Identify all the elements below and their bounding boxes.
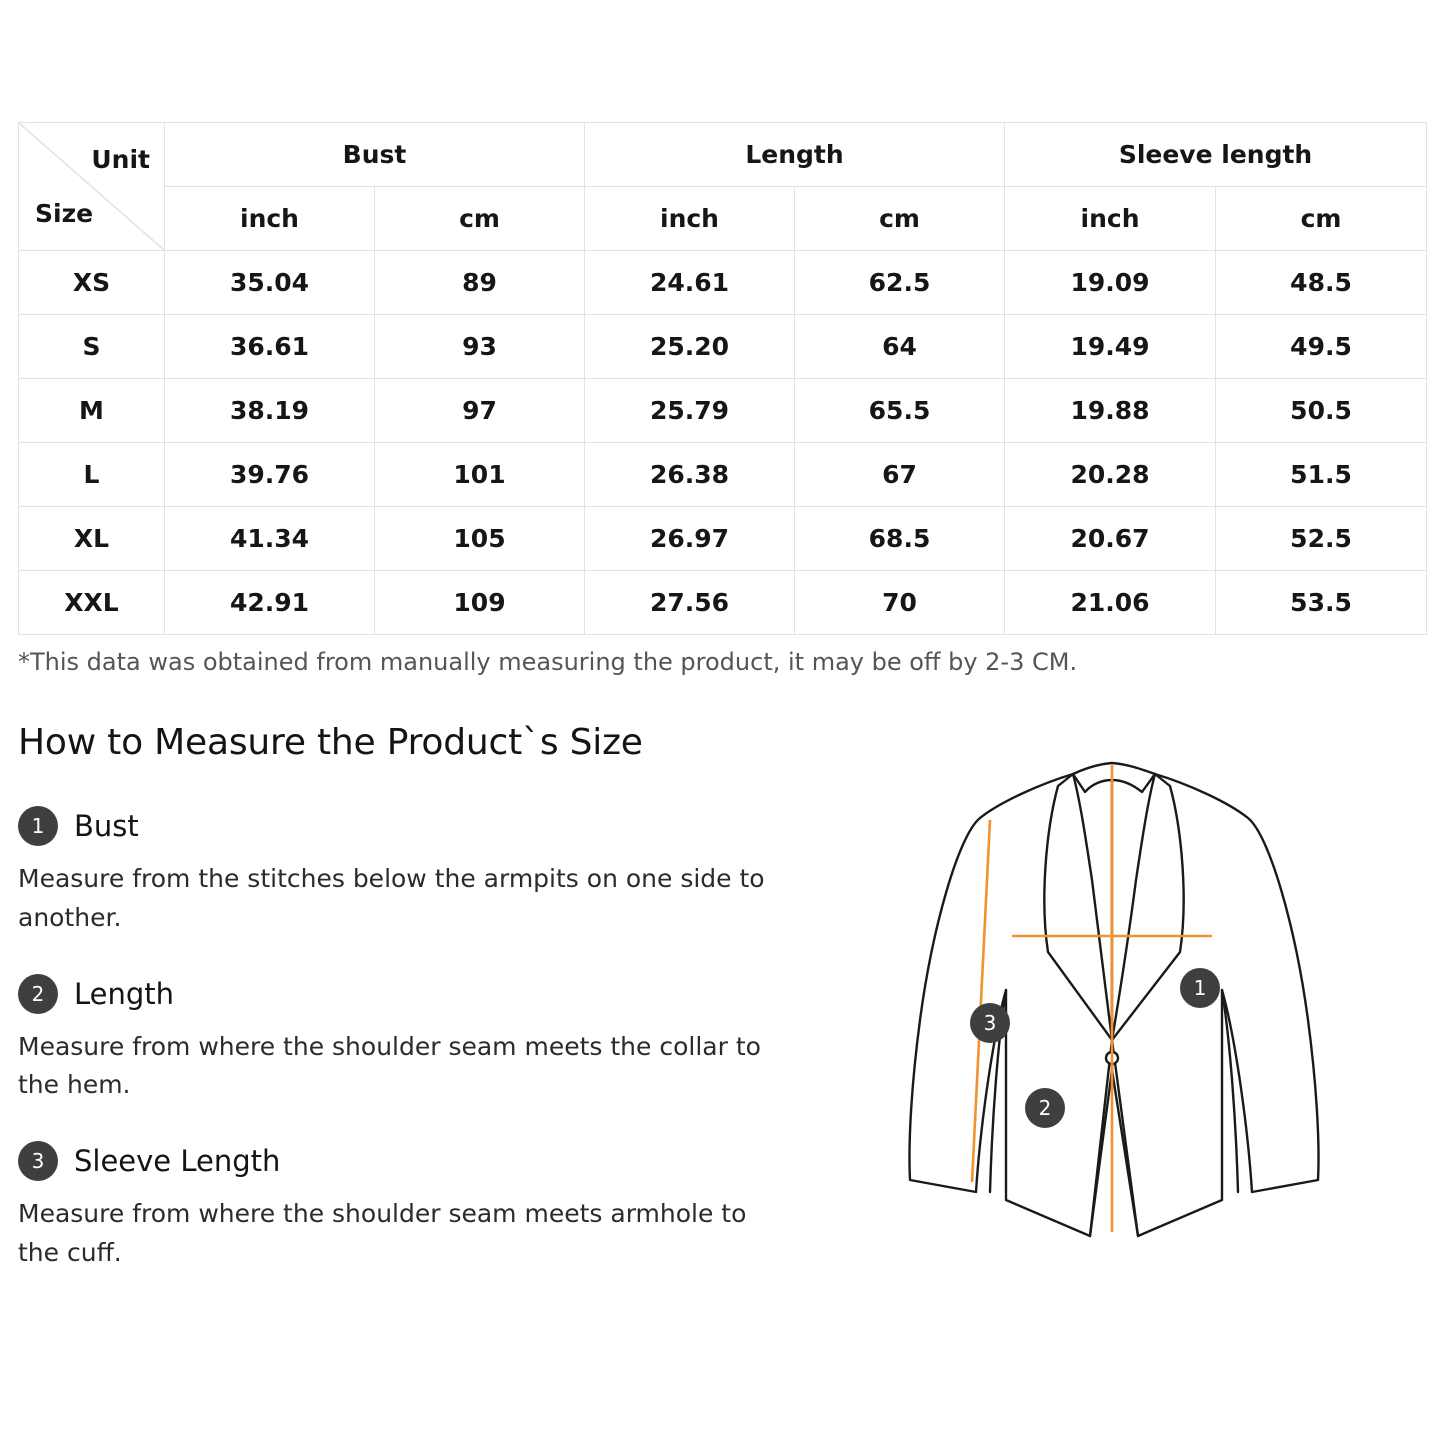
cell-sleeve-cm: 50.5 xyxy=(1216,379,1427,443)
cell-bust-inch: 42.91 xyxy=(165,571,375,635)
row-size: M xyxy=(19,379,165,443)
cell-bust-inch: 38.19 xyxy=(165,379,375,443)
subheader-sleeve-cm: cm xyxy=(1216,187,1427,251)
how-to-measure-steps xyxy=(18,806,808,1309)
cell-length-cm: 68.5 xyxy=(795,507,1005,571)
cell-sleeve-inch: 20.28 xyxy=(1005,443,1216,507)
cell-sleeve-inch: 19.88 xyxy=(1005,379,1216,443)
table-row xyxy=(19,571,1427,635)
subheader-bust-inch: inch xyxy=(165,187,375,251)
table-header-group-row xyxy=(19,123,1427,187)
step-number-badge: 3 xyxy=(18,1141,58,1181)
cell-length-cm: 70 xyxy=(795,571,1005,635)
size-table-container xyxy=(18,122,1426,635)
measure-step-bust xyxy=(18,806,808,938)
cell-length-cm: 62.5 xyxy=(795,251,1005,315)
unit-label: Unit xyxy=(91,145,150,174)
cell-sleeve-inch: 19.49 xyxy=(1005,315,1216,379)
cell-sleeve-cm: 52.5 xyxy=(1216,507,1427,571)
cell-length-cm: 64 xyxy=(795,315,1005,379)
step-description: Measure from where the shoulder seam meets the collar to the hem. xyxy=(18,1031,761,1100)
measure-step-length xyxy=(18,974,808,1106)
row-size: XXL xyxy=(19,571,165,635)
cell-bust-cm: 101 xyxy=(375,443,585,507)
table-row xyxy=(19,251,1427,315)
cell-sleeve-inch: 19.09 xyxy=(1005,251,1216,315)
size-table xyxy=(18,122,1427,635)
step-description: Measure from where the shoulder seam meets armhole to the cuff. xyxy=(18,1199,747,1267)
cell-bust-cm: 97 xyxy=(375,379,585,443)
table-row xyxy=(19,507,1427,571)
step-number-badge: 2 xyxy=(18,974,58,1014)
cell-sleeve-inch: 21.06 xyxy=(1005,571,1216,635)
cell-length-inch: 27.56 xyxy=(585,571,795,635)
size-label: Size xyxy=(35,199,94,228)
cell-bust-cm: 93 xyxy=(375,315,585,379)
cell-length-inch: 24.61 xyxy=(585,251,795,315)
measurement-disclaimer: *This data was obtained from manually measuring the product, it may be off by 2-3 CM. xyxy=(18,648,1078,676)
step-header xyxy=(18,806,808,846)
group-header-sleeve-length: Sleeve length xyxy=(1005,123,1427,187)
cell-sleeve-inch: 20.67 xyxy=(1005,507,1216,571)
row-size: XL xyxy=(19,507,165,571)
subheader-sleeve-inch: inch xyxy=(1005,187,1216,251)
cell-sleeve-cm: 53.5 xyxy=(1216,571,1427,635)
cell-sleeve-cm: 48.5 xyxy=(1216,251,1427,315)
blazer-diagram xyxy=(880,740,1350,1270)
cell-length-inch: 25.20 xyxy=(585,315,795,379)
group-header-length: Length xyxy=(585,123,1005,187)
cell-length-inch: 25.79 xyxy=(585,379,795,443)
step-description: Measure from the stitches below the armpits on one side to another. xyxy=(18,864,765,932)
cell-bust-inch: 39.76 xyxy=(165,443,375,507)
diagram-marker-length: 2 xyxy=(1025,1088,1065,1128)
cell-length-cm: 67 xyxy=(795,443,1005,507)
step-header xyxy=(18,1141,808,1181)
table-row xyxy=(19,379,1427,443)
subheader-length-cm: cm xyxy=(795,187,1005,251)
cell-bust-cm: 109 xyxy=(375,571,585,635)
cell-sleeve-cm: 49.5 xyxy=(1216,315,1427,379)
blazer-outline-icon xyxy=(880,740,1350,1270)
cell-length-cm: 65.5 xyxy=(795,379,1005,443)
cell-bust-inch: 41.34 xyxy=(165,507,375,571)
row-size: L xyxy=(19,443,165,507)
measure-step-sleeve-length xyxy=(18,1141,808,1273)
cell-bust-cm: 89 xyxy=(375,251,585,315)
how-to-measure-title: How to Measure the Product`s Size xyxy=(18,722,643,763)
group-header-bust: Bust xyxy=(165,123,585,187)
diagram-marker-bust: 1 xyxy=(1180,968,1220,1008)
step-header xyxy=(18,974,808,1014)
diagonal-divider-icon xyxy=(19,123,164,250)
table-row xyxy=(19,443,1427,507)
diagram-marker-sleeve: 3 xyxy=(970,1003,1010,1043)
table-subheader-row xyxy=(19,187,1427,251)
subheader-bust-cm: cm xyxy=(375,187,585,251)
cell-sleeve-cm: 51.5 xyxy=(1216,443,1427,507)
cell-bust-inch: 35.04 xyxy=(165,251,375,315)
cell-bust-cm: 105 xyxy=(375,507,585,571)
step-title: Length xyxy=(74,976,175,1011)
step-number-badge: 1 xyxy=(18,806,58,846)
table-row xyxy=(19,315,1427,379)
cell-length-inch: 26.38 xyxy=(585,443,795,507)
subheader-length-inch: inch xyxy=(585,187,795,251)
cell-bust-inch: 36.61 xyxy=(165,315,375,379)
row-size: S xyxy=(19,315,165,379)
row-size: XS xyxy=(19,251,165,315)
step-title: Sleeve Length xyxy=(74,1144,281,1178)
table-corner-cell xyxy=(19,123,165,251)
cell-length-inch: 26.97 xyxy=(585,507,795,571)
step-title: Bust xyxy=(74,809,139,843)
